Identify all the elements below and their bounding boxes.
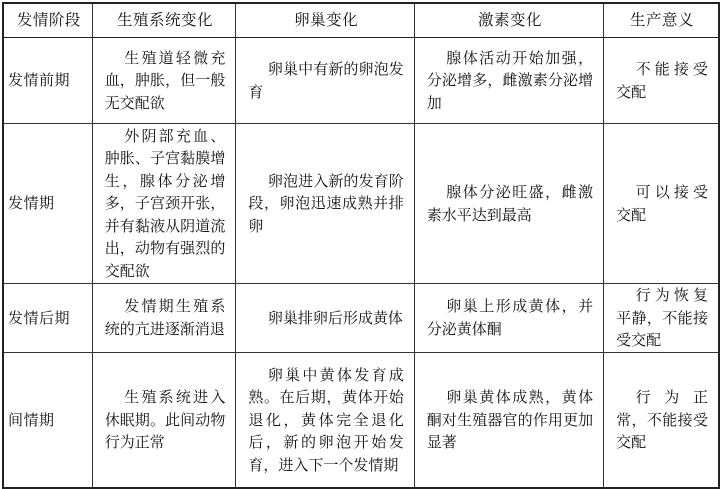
reproductive-cell: 发情期生殖系统的亢进逐渐消退	[92, 284, 236, 353]
header-ovary-changes: 卵巢变化	[236, 3, 414, 38]
header-production-significance: 生产意义	[604, 3, 719, 38]
header-stage: 发情阶段	[3, 3, 92, 38]
table-header	[3, 3, 719, 38]
significance-cell: 行为恢复平静，不能接受交配	[604, 284, 719, 353]
header-row	[3, 3, 719, 38]
header-reproductive-changes: 生殖系统变化	[92, 3, 236, 38]
significance-cell: 行为正常，不能接受交配	[604, 352, 719, 488]
ovary-cell: 卵泡进入新的发育阶段，卵泡迅速成熟并排卵	[236, 124, 414, 284]
hormone-cell: 腺体活动开始加强，分泌增多，雌激素分泌增加	[414, 38, 603, 124]
hormone-cell: 卵巢黄体成熟，黄体酮对生殖器官的作用更加显著	[414, 352, 603, 488]
table-row	[3, 38, 719, 124]
significance-cell: 不能接受交配	[604, 38, 719, 124]
ovary-cell: 卵巢排卵后形成黄体	[236, 284, 414, 353]
reproductive-cell: 生殖系统进入休眠期。此间动物行为正常	[92, 352, 236, 488]
reproductive-cell: 外阴部充血、肿胀、子宫黏膜增生，腺体分泌增多，子宫颈开张，并有黏液从阴道流出，动物有强烈的交配欲	[92, 124, 236, 284]
table-body	[3, 38, 719, 489]
header-hormone-changes: 激素变化	[414, 3, 603, 38]
hormone-cell: 腺体分泌旺盛，雌激素水平达到最高	[414, 124, 603, 284]
reproductive-cell: 生殖道轻微充血，肿胀，但一般无交配欲	[92, 38, 236, 124]
table-row	[3, 352, 719, 488]
ovary-cell: 卵巢中黄体发育成熟。在后期，黄体开始退化，黄体完全退化后，新的卵泡开始发育，进入下一个发情期	[236, 352, 414, 488]
hormone-cell: 卵巢上形成黄体，并分泌黄体酮	[414, 284, 603, 353]
stage-cell: 发情前期	[3, 38, 92, 124]
table-row	[3, 124, 719, 284]
significance-cell: 可以接受交配	[604, 124, 719, 284]
stage-cell: 间情期	[3, 352, 92, 488]
table-row	[3, 284, 719, 353]
stage-cell: 发情后期	[3, 284, 92, 353]
stage-cell: 发情期	[3, 124, 92, 284]
estrous-cycle-table	[2, 2, 720, 489]
ovary-cell: 卵巢中有新的卵泡发育	[236, 38, 414, 124]
